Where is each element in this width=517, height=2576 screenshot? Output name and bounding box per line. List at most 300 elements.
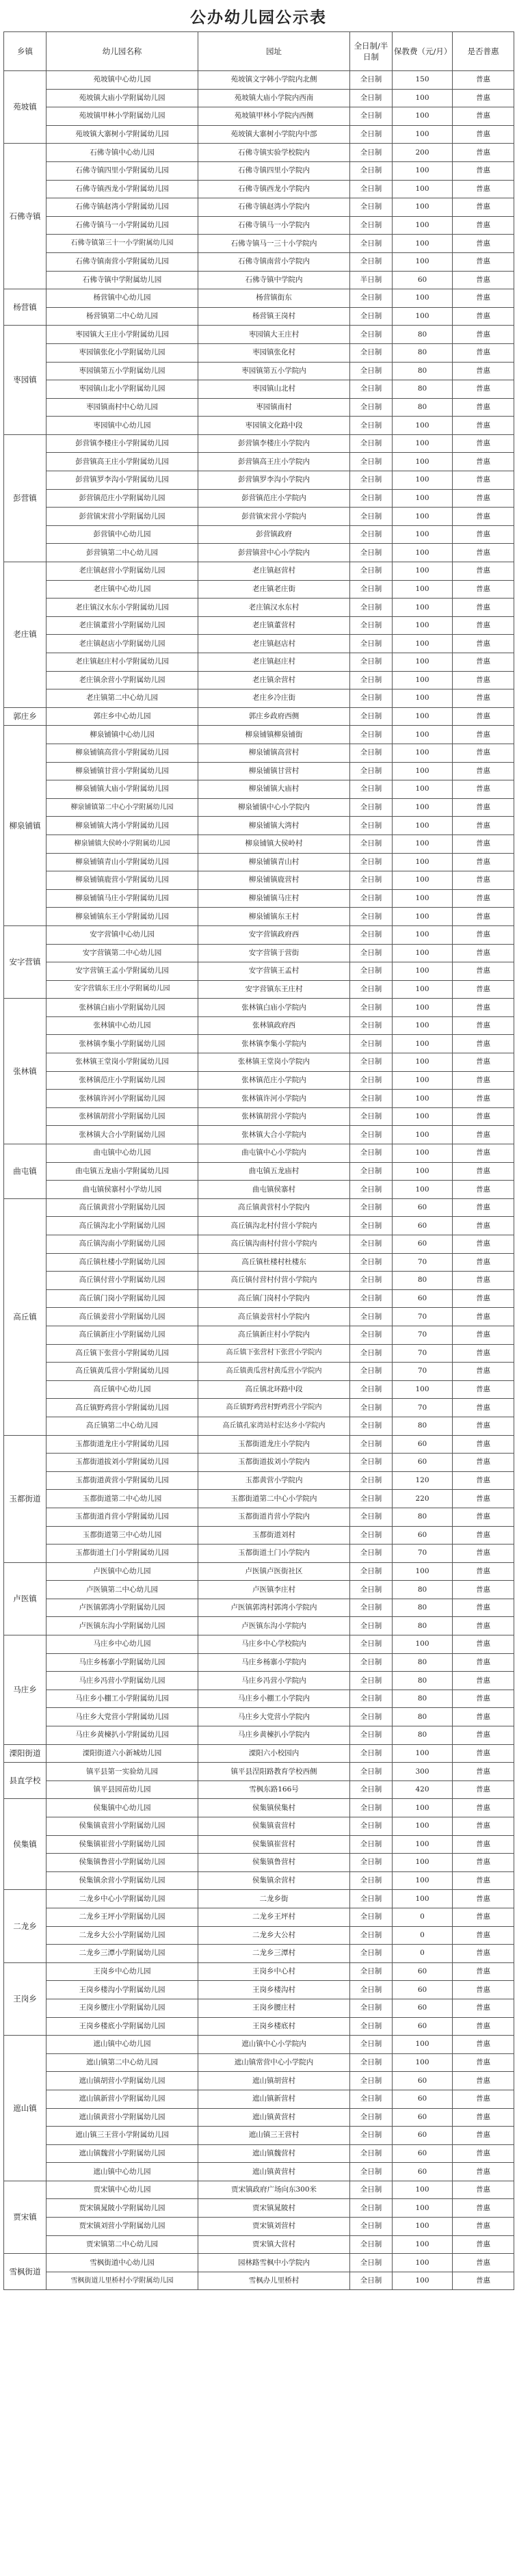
- cell-fee: 100: [393, 453, 453, 471]
- cell-fee: 100: [393, 1635, 453, 1654]
- cell-address: 柳泉铺镇鹿营村: [198, 871, 350, 890]
- cell-inclusive: 普惠: [453, 1380, 514, 1399]
- cell-town: 枣园镇: [4, 326, 47, 435]
- cell-address: 柳泉铺镇青山村: [198, 853, 350, 871]
- table-row: [4, 726, 514, 744]
- cell-name: 王岗乡中心幼儿园: [47, 1962, 198, 1981]
- cell-address: 杨营镇街东: [198, 289, 350, 308]
- cell-fee: 120: [393, 1471, 453, 1490]
- table-row: [4, 2072, 514, 2090]
- cell-schedule: 全日制: [350, 780, 393, 799]
- cell-name: 高丘镇杜楼小学附属幼儿园: [47, 1253, 198, 1272]
- cell-inclusive: 普惠: [453, 107, 514, 126]
- cell-inclusive: 普惠: [453, 1653, 514, 1672]
- cell-town: 雪枫街道: [4, 2254, 47, 2290]
- cell-schedule: 全日制: [350, 1053, 393, 1072]
- cell-name: 高丘镇下张营小学附属幼儿园: [47, 1344, 198, 1363]
- cell-inclusive: 普惠: [453, 1617, 514, 1635]
- cell-name: 曲屯镇五龙庙小学附属幼儿园: [47, 1162, 198, 1181]
- cell-schedule: 全日制: [350, 71, 393, 90]
- cell-inclusive: 普惠: [453, 1981, 514, 1999]
- cell-inclusive: 普惠: [453, 343, 514, 362]
- cell-address: 柳泉铺镇大侯岭村: [198, 834, 350, 853]
- cell-fee: 100: [393, 871, 453, 890]
- table-row: [4, 2218, 514, 2236]
- cell-name: 柳泉铺镇青山小学附属幼儿园: [47, 853, 198, 871]
- cell-schedule: 全日制: [350, 144, 393, 162]
- cell-schedule: 全日制: [350, 1144, 393, 1163]
- cell-address: 高丘镇新庄村小学院内: [198, 1326, 350, 1344]
- cell-schedule: 全日制: [350, 2053, 393, 2072]
- cell-name: 柳泉铺镇大庙小学附属幼儿园: [47, 780, 198, 799]
- cell-address: 园林路雪枫中小学院内: [198, 2254, 350, 2272]
- cell-inclusive: 普惠: [453, 616, 514, 635]
- table-row: [4, 1962, 514, 1981]
- table-row: [4, 1471, 514, 1490]
- cell-fee: 100: [393, 580, 453, 599]
- table-row: [4, 417, 514, 435]
- cell-fee: 100: [393, 1090, 453, 1108]
- cell-address: 柳泉铺镇中心小学院内: [198, 798, 350, 817]
- cell-name: 石佛寺镇马一小学附属幼儿园: [47, 216, 198, 235]
- cell-address: 苑坡镇文字韩小学院内北侧: [198, 71, 350, 90]
- cell-inclusive: 普惠: [453, 1690, 514, 1708]
- cell-schedule: 全日制: [350, 1272, 393, 1290]
- table-row: [4, 1835, 514, 1854]
- cell-inclusive: 普惠: [453, 525, 514, 544]
- cell-name: 侯集镇袁营小学附属幼儿园: [47, 1817, 198, 1836]
- cell-name: 高丘镇沟南小学附属幼儿园: [47, 1235, 198, 1254]
- cell-schedule: 全日制: [350, 2163, 393, 2181]
- cell-inclusive: 普惠: [453, 1508, 514, 1526]
- cell-schedule: 全日制: [350, 671, 393, 689]
- cell-fee: 100: [393, 417, 453, 435]
- cell-fee: 100: [393, 161, 453, 180]
- cell-schedule: 全日制: [350, 1380, 393, 1399]
- cell-address: 张林镇胡营小学院内: [198, 1107, 350, 1126]
- cell-name: 曲屯镇中心幼儿园: [47, 1144, 198, 1163]
- cell-inclusive: 普惠: [453, 1289, 514, 1308]
- cell-name: 老庄镇赵营小学附属幼儿园: [47, 562, 198, 581]
- cell-address: 侯集镇余营村: [198, 1871, 350, 1890]
- table-row: [4, 798, 514, 817]
- cell-inclusive: 普惠: [453, 508, 514, 526]
- cell-name: 柳泉铺镇大侯岭小学附属幼儿园: [47, 834, 198, 853]
- cell-schedule: 全日制: [350, 1744, 393, 1763]
- table-row: [4, 2036, 514, 2054]
- cell-name: 侯集镇中心幼儿园: [47, 1799, 198, 1817]
- cell-schedule: 全日制: [350, 653, 393, 672]
- cell-name: 贾宋镇中心幼儿园: [47, 2181, 198, 2199]
- cell-inclusive: 普惠: [453, 1926, 514, 1945]
- cell-address: 马庄乡大党营小学院内: [198, 1708, 350, 1726]
- table-row: [4, 834, 514, 853]
- cell-address: 高丘镇黄瓜营村黄瓜营小学院内: [198, 1363, 350, 1381]
- cell-address: 遮山镇中心小学院内: [198, 2036, 350, 2054]
- cell-fee: 100: [393, 1053, 453, 1072]
- cell-fee: 100: [393, 616, 453, 635]
- cell-schedule: 全日制: [350, 1581, 393, 1599]
- cell-address: 马庄乡小棚工小学院内: [198, 1690, 350, 1708]
- cell-schedule: 全日制: [350, 1945, 393, 1963]
- cell-address: 卢医镇东沟小学院内: [198, 1617, 350, 1635]
- cell-fee: 100: [393, 1890, 453, 1908]
- cell-inclusive: 普惠: [453, 1962, 514, 1981]
- cell-schedule: 全日制: [350, 2090, 393, 2108]
- cell-fee: 100: [393, 1162, 453, 1181]
- kindergarten-table: [3, 31, 514, 2290]
- cell-inclusive: 普惠: [453, 1162, 514, 1181]
- cell-town: 玉都街道: [4, 1435, 47, 1562]
- cell-name: 张林镇范庄小学附属幼儿园: [47, 1071, 198, 1090]
- header-row: [4, 32, 514, 71]
- table-row: [4, 1363, 514, 1381]
- table-row: [4, 1981, 514, 1999]
- cell-town: 张林镇: [4, 999, 47, 1144]
- cell-town: 安字营镇: [4, 925, 47, 998]
- cell-name: 玉都街道第二中心幼儿园: [47, 1490, 198, 1508]
- cell-inclusive: 普惠: [453, 1198, 514, 1217]
- cell-town: 石佛寺镇: [4, 144, 47, 289]
- cell-fee: 100: [393, 1144, 453, 1163]
- table-row: [4, 544, 514, 562]
- cell-fee: 70: [393, 1253, 453, 1272]
- table-row: [4, 252, 514, 271]
- cell-fee: 100: [393, 2053, 453, 2072]
- cell-address: 二龙乡三潭村: [198, 1945, 350, 1963]
- cell-address: 彭营镇范庄小学院内: [198, 489, 350, 508]
- cell-address: 张林镇白庙小学院内: [198, 999, 350, 1017]
- table-row: [4, 635, 514, 653]
- cell-schedule: 全日制: [350, 2218, 393, 2236]
- cell-name: 高丘镇黄营小学附属幼儿园: [47, 1198, 198, 1217]
- cell-inclusive: 普惠: [453, 908, 514, 926]
- cell-address: 玉都街道第二中心小学院内: [198, 1490, 350, 1508]
- cell-inclusive: 普惠: [453, 689, 514, 708]
- cell-name: 侯集镇余营小学附属幼儿园: [47, 1871, 198, 1890]
- table-row: [4, 1162, 514, 1181]
- cell-fee: 100: [393, 1562, 453, 1581]
- cell-name: 马庄乡小棚工小学附属幼儿园: [47, 1690, 198, 1708]
- cell-schedule: 全日制: [350, 726, 393, 744]
- table-row: [4, 2108, 514, 2127]
- table-row: [4, 616, 514, 635]
- cell-fee: 100: [393, 1035, 453, 1053]
- cell-inclusive: 普惠: [453, 1126, 514, 1144]
- cell-fee: 100: [393, 2235, 453, 2254]
- cell-address: 二龙乡大公村: [198, 1926, 350, 1945]
- cell-name: 马庄乡大党营小学附属幼儿园: [47, 1708, 198, 1726]
- table-row: [4, 1344, 514, 1363]
- cell-fee: 420: [393, 1780, 453, 1799]
- cell-inclusive: 普惠: [453, 1635, 514, 1654]
- cell-address: 高丘镇下张营村下张营小学院内: [198, 1344, 350, 1363]
- cell-name: 遮山镇胡营小学附属幼儿园: [47, 2072, 198, 2090]
- table-row: [4, 762, 514, 780]
- cell-inclusive: 普惠: [453, 471, 514, 490]
- cell-inclusive: 普惠: [453, 2272, 514, 2290]
- header-name: 幼儿园名称: [47, 32, 198, 71]
- cell-name: 彭营镇第二中心幼儿园: [47, 544, 198, 562]
- cell-town: 杨营镇: [4, 289, 47, 326]
- cell-fee: 100: [393, 599, 453, 617]
- cell-name: 柳泉铺镇高营小学附属幼儿园: [47, 744, 198, 762]
- cell-schedule: 全日制: [350, 817, 393, 835]
- cell-schedule: 全日制: [350, 380, 393, 399]
- table-row: [4, 1780, 514, 1799]
- cell-schedule: 全日制: [350, 1690, 393, 1708]
- cell-address: 彭营镇营中心小学院内: [198, 544, 350, 562]
- cell-fee: 100: [393, 707, 453, 726]
- cell-fee: 60: [393, 2017, 453, 2036]
- cell-inclusive: 普惠: [453, 2108, 514, 2127]
- table-row: [4, 508, 514, 526]
- cell-schedule: 全日制: [350, 1708, 393, 1726]
- cell-name: 老庄镇赵庄村小学附属幼儿园: [47, 653, 198, 672]
- cell-inclusive: 普惠: [453, 1326, 514, 1344]
- cell-address: 枣园镇山北村: [198, 380, 350, 399]
- cell-fee: 100: [393, 1799, 453, 1817]
- cell-address: 遮山镇魏营村: [198, 2144, 350, 2163]
- table-row: [4, 1526, 514, 1545]
- cell-inclusive: 普惠: [453, 780, 514, 799]
- cell-schedule: 全日制: [350, 871, 393, 890]
- cell-name: 马庄乡杨寨小学附属幼儿园: [47, 1653, 198, 1672]
- cell-address: 曲屯镇侯寨村: [198, 1181, 350, 1199]
- cell-inclusive: 普惠: [453, 999, 514, 1017]
- cell-inclusive: 普惠: [453, 1817, 514, 1836]
- cell-name: 柳泉铺镇马庄小学附属幼儿园: [47, 889, 198, 908]
- cell-town: 柳泉铺镇: [4, 726, 47, 926]
- cell-name: 雪枫街道儿里桥村小学附属幼儿园: [47, 2272, 198, 2290]
- cell-fee: 100: [393, 962, 453, 981]
- cell-inclusive: 普惠: [453, 1181, 514, 1199]
- table-row: [4, 1871, 514, 1890]
- cell-inclusive: 普惠: [453, 252, 514, 271]
- cell-schedule: 全日制: [350, 1726, 393, 1745]
- cell-fee: 60: [393, 1435, 453, 1454]
- cell-address: 张林镇政府西: [198, 1016, 350, 1035]
- cell-address: 雪枫办儿里桥村: [198, 2272, 350, 2290]
- cell-fee: 100: [393, 235, 453, 253]
- table-row: [4, 1908, 514, 1926]
- table-row: [4, 1508, 514, 1526]
- cell-name: 玉都街道拔刘小学附属幼儿园: [47, 1454, 198, 1472]
- cell-inclusive: 普惠: [453, 2017, 514, 2036]
- cell-schedule: 全日制: [350, 362, 393, 380]
- cell-inclusive: 普惠: [453, 289, 514, 308]
- table-row: [4, 1253, 514, 1272]
- cell-name: 卢医镇中心幼儿园: [47, 1562, 198, 1581]
- cell-address: 老庄乡冷庄街: [198, 689, 350, 708]
- cell-fee: 100: [393, 544, 453, 562]
- cell-schedule: 半日制: [350, 271, 393, 289]
- cell-schedule: 全日制: [350, 1235, 393, 1254]
- cell-fee: 70: [393, 1545, 453, 1563]
- cell-fee: 100: [393, 1744, 453, 1763]
- table-row: [4, 1617, 514, 1635]
- cell-name: 老庄镇中心幼儿园: [47, 580, 198, 599]
- cell-schedule: 全日制: [350, 2199, 393, 2218]
- cell-address: 高丘镇北环路中段: [198, 1380, 350, 1399]
- cell-inclusive: 普惠: [453, 2218, 514, 2236]
- table-row: [4, 1435, 514, 1454]
- table-row: [4, 671, 514, 689]
- table-row: [4, 2235, 514, 2254]
- cell-address: 二龙乡街: [198, 1890, 350, 1908]
- table-row: [4, 2181, 514, 2199]
- table-row: [4, 198, 514, 217]
- cell-schedule: 全日制: [350, 1253, 393, 1272]
- cell-fee: 100: [393, 2218, 453, 2236]
- cell-address: 苑坡镇甲林小学院内西侧: [198, 107, 350, 126]
- cell-inclusive: 普惠: [453, 198, 514, 217]
- cell-name: 卢医镇东沟小学附属幼儿园: [47, 1617, 198, 1635]
- cell-fee: 300: [393, 1763, 453, 1781]
- cell-fee: 60: [393, 1962, 453, 1981]
- table-row: [4, 326, 514, 344]
- cell-schedule: 全日制: [350, 2144, 393, 2163]
- cell-name: 老庄镇赵店小学附属幼儿园: [47, 635, 198, 653]
- table-row: [4, 1708, 514, 1726]
- cell-address: 玉都街道肖营小学院内: [198, 1508, 350, 1526]
- cell-address: 石佛寺镇马一三十小学院内: [198, 235, 350, 253]
- cell-schedule: 全日制: [350, 599, 393, 617]
- cell-fee: 60: [393, 1289, 453, 1308]
- table-row: [4, 180, 514, 198]
- cell-inclusive: 普惠: [453, 653, 514, 672]
- cell-schedule: 全日制: [350, 1780, 393, 1799]
- cell-address: 王岗乡腰庄村: [198, 1999, 350, 2017]
- cell-inclusive: 普惠: [453, 1363, 514, 1381]
- cell-schedule: 全日制: [350, 1090, 393, 1108]
- table-row: [4, 1035, 514, 1053]
- cell-schedule: 全日制: [350, 744, 393, 762]
- cell-name: 遮山镇中心幼儿园: [47, 2036, 198, 2054]
- table-row: [4, 599, 514, 617]
- cell-name: 高丘镇中心幼儿园: [47, 1380, 198, 1399]
- cell-name: 老庄镇董营小学附属幼儿园: [47, 616, 198, 635]
- cell-schedule: 全日制: [350, 453, 393, 471]
- cell-name: 张林镇大合小学附属幼儿园: [47, 1126, 198, 1144]
- cell-inclusive: 普惠: [453, 362, 514, 380]
- cell-inclusive: 普惠: [453, 1599, 514, 1617]
- table-row: [4, 144, 514, 162]
- cell-name: 高丘镇新庄小学附属幼儿园: [47, 1326, 198, 1344]
- cell-address: 高丘镇姜营村小学院内: [198, 1308, 350, 1326]
- table-row: [4, 362, 514, 380]
- table-row: [4, 817, 514, 835]
- cell-schedule: 全日制: [350, 1871, 393, 1890]
- cell-inclusive: 普惠: [453, 417, 514, 435]
- cell-town: 王岗乡: [4, 1962, 47, 2035]
- cell-fee: 80: [393, 380, 453, 399]
- table-row: [4, 1090, 514, 1108]
- table-row: [4, 271, 514, 289]
- cell-schedule: 全日制: [350, 834, 393, 853]
- cell-schedule: 全日制: [350, 1198, 393, 1217]
- cell-schedule: 全日制: [350, 343, 393, 362]
- cell-town: 高丘镇: [4, 1198, 47, 1435]
- cell-schedule: 全日制: [350, 1471, 393, 1490]
- cell-schedule: 全日制: [350, 1181, 393, 1199]
- cell-address: 遮山镇黄营村: [198, 2108, 350, 2127]
- cell-address: 镇平县涅阳路教育学校西侧: [198, 1763, 350, 1781]
- cell-name: 王岗乡腰庄小学附属幼儿园: [47, 1999, 198, 2017]
- cell-address: 高丘镇门岗村小学院内: [198, 1289, 350, 1308]
- cell-schedule: 全日制: [350, 944, 393, 962]
- cell-fee: 80: [393, 1726, 453, 1745]
- cell-inclusive: 普惠: [453, 1562, 514, 1581]
- cell-address: 彭营镇罗李沟小学院内: [198, 471, 350, 490]
- cell-name: 贾宋镇第二中心幼儿园: [47, 2235, 198, 2254]
- cell-fee: 60: [393, 1526, 453, 1545]
- cell-address: 侯集镇袁营村: [198, 1817, 350, 1836]
- cell-address: 枣园镇大王庄村: [198, 326, 350, 344]
- cell-name: 侯集镇鲁营小学附属幼儿园: [47, 1854, 198, 1872]
- cell-address: 二龙乡王坪村: [198, 1908, 350, 1926]
- cell-name: 二龙乡中心小学附属幼儿园: [47, 1890, 198, 1908]
- cell-schedule: 全日制: [350, 1126, 393, 1144]
- table-row: [4, 1417, 514, 1435]
- cell-schedule: 全日制: [350, 980, 393, 999]
- cell-address: 曲屯镇五龙庙村: [198, 1162, 350, 1181]
- cell-fee: 100: [393, 198, 453, 217]
- cell-name: 安字营镇中心幼儿园: [47, 925, 198, 944]
- table-row: [4, 580, 514, 599]
- cell-town: 县直学校: [4, 1763, 47, 1799]
- table-row: [4, 871, 514, 890]
- cell-fee: 100: [393, 107, 453, 126]
- cell-schedule: 全日制: [350, 580, 393, 599]
- cell-address: 苑坡镇大寨树小学院内中部: [198, 125, 350, 144]
- cell-name: 石佛寺镇南营小学附属幼儿园: [47, 252, 198, 271]
- cell-name: 雪枫街道中心幼儿园: [47, 2254, 198, 2272]
- cell-schedule: 全日制: [350, 1817, 393, 1836]
- table-row: [4, 1799, 514, 1817]
- table-row: [4, 1235, 514, 1254]
- cell-inclusive: 普惠: [453, 1545, 514, 1563]
- cell-address: 石佛寺镇南营小学院内: [198, 252, 350, 271]
- cell-address: 老庄镇赵店村: [198, 635, 350, 653]
- cell-address: 枣园镇文化路中段: [198, 417, 350, 435]
- cell-fee: 60: [393, 1217, 453, 1235]
- cell-fee: 100: [393, 1016, 453, 1035]
- cell-inclusive: 普惠: [453, 1890, 514, 1908]
- table-row: [4, 1326, 514, 1344]
- cell-name: 石佛寺镇中学附属幼儿园: [47, 271, 198, 289]
- cell-address: 贾宋镇晁陂村: [198, 2199, 350, 2218]
- cell-address: 石佛寺镇马一小学院内: [198, 216, 350, 235]
- cell-schedule: 全日制: [350, 1835, 393, 1854]
- cell-fee: 0: [393, 1926, 453, 1945]
- cell-name: 石佛寺镇第三十一小学附属幼儿园: [47, 235, 198, 253]
- cell-address: 石佛寺镇中学院内: [198, 271, 350, 289]
- cell-inclusive: 普惠: [453, 2090, 514, 2108]
- cell-fee: 100: [393, 1835, 453, 1854]
- table-row: [4, 1399, 514, 1417]
- cell-schedule: 全日制: [350, 2272, 393, 2290]
- cell-inclusive: 普惠: [453, 71, 514, 90]
- table-row: [4, 744, 514, 762]
- cell-schedule: 全日制: [350, 235, 393, 253]
- cell-address: 张林镇李集小学院内: [198, 1035, 350, 1053]
- cell-address: 高丘镇野鸡营村野鸡营小学院内: [198, 1399, 350, 1417]
- cell-name: 二龙乡大公小学附属幼儿园: [47, 1926, 198, 1945]
- cell-name: 王岗乡楼底小学附属幼儿园: [47, 2017, 198, 2036]
- cell-fee: 70: [393, 1308, 453, 1326]
- cell-inclusive: 普惠: [453, 1835, 514, 1854]
